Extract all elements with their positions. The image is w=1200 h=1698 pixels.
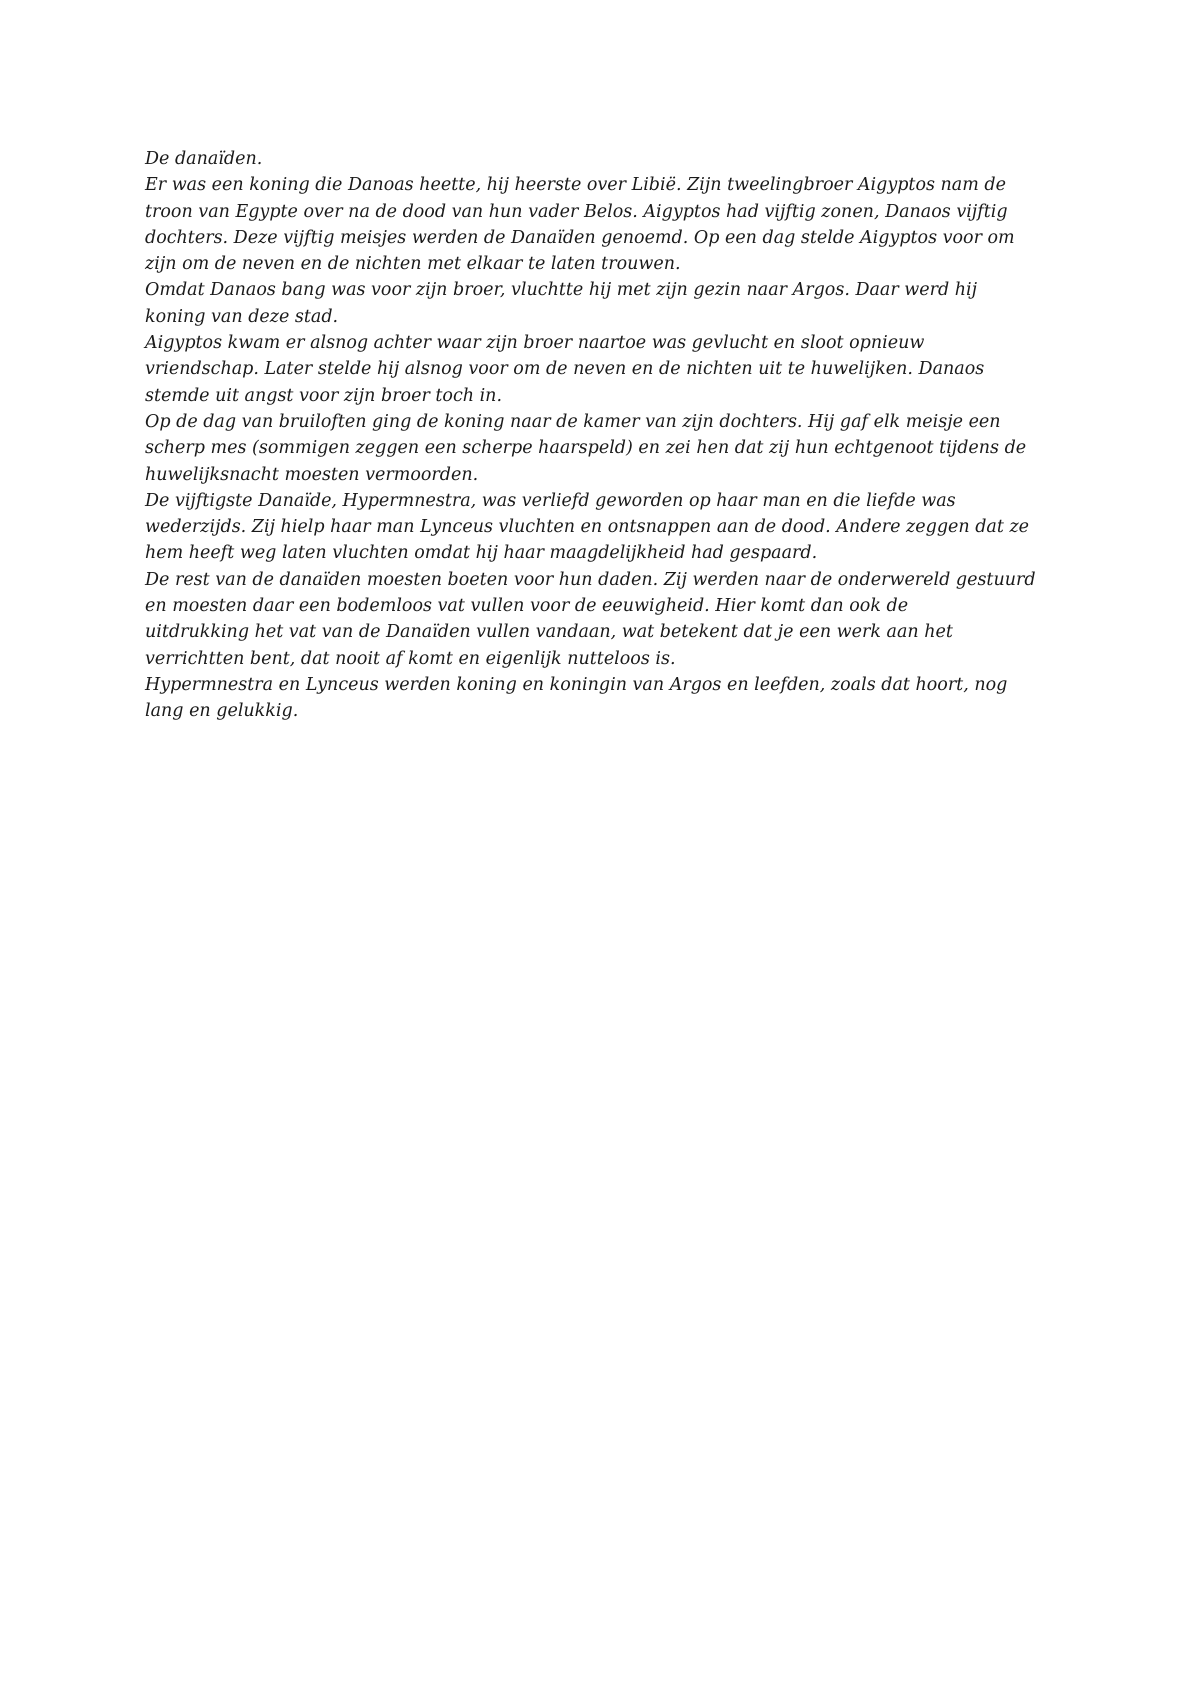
text-line: verrichtten bent, dat nooit af komt en eigenlijk nutteloos is. [145,648,676,669]
text-line: scherp mes (sommigen zeggen een scherpe haarspeld) en zei hen dat zij hun echtgenoot tijdens de [145,438,1027,459]
text-line: wederzijds. Zij hielp haar man Lynceus vluchten en ontsnappen aan de dood. Andere zeggen dat ze [145,517,1030,538]
text-line: en moesten daar een bodemloos vat vullen voor de eeuwigheid. Hier komt dan ook de [145,596,909,617]
text-line: zijn om de neven en de nichten met elkaar te laten trouwen. [145,254,681,275]
text-line: Er was een koning die Danoas heette, hij heerste over Libië. Zijn tweelingbroer Aigyptos nam de [145,175,1006,196]
text-line: dochters. Deze vijftig meisjes werden de Danaïden genoemd. Op een dag stelde Aigyptos voor om [145,227,1015,248]
text-line: hem heeft weg laten vluchten omdat hij haar maagdelijkheid had gespaard. [145,543,818,564]
document-body [145,146,1065,725]
text-line: Hypermnestra en Lynceus werden koning en koningin van Argos en leefden, zoals dat hoort, nog [145,674,1008,695]
text-line: lang en gelukkig. [145,701,299,722]
text-line: huwelijksnacht moesten vermoorden. [145,464,479,485]
text-line: Omdat Danaos bang was voor zijn broer, vluchtte hij met zijn gezin naar Argos. Daar werd hij [145,280,978,301]
text-line: De vijftigste Danaïde, Hypermnestra, was verliefd geworden op haar man en die liefde was [145,490,956,511]
text-line: vriendschap. Later stelde hij alsnog voor om de neven en de nichten uit te huwelijken. Danaos [145,359,985,380]
text-line: uitdrukking het vat van de Danaïden vullen vandaan, wat betekent dat je een werk aan het [145,622,953,643]
text-line: Op de dag van bruiloften ging de koning naar de kamer van zijn dochters. Hij gaf elk meisje een [145,411,1001,432]
text-line: koning van deze stad. [145,306,339,327]
text-line: Aigyptos kwam er alsnog achter waar zijn broer naartoe was gevlucht en sloot opnieuw [145,333,925,354]
text-line: troon van Egypte over na de dood van hun vader Belos. Aigyptos had vijftig zonen, Danaos vijftig [145,201,1008,222]
text-line: De rest van de danaïden moesten boeten voor hun daden. Zij werden naar de onderwereld gestuurd [145,569,1036,590]
text-line: stemde uit angst voor zijn broer toch in. [145,385,503,406]
document-title: De danaïden. [145,149,263,169]
